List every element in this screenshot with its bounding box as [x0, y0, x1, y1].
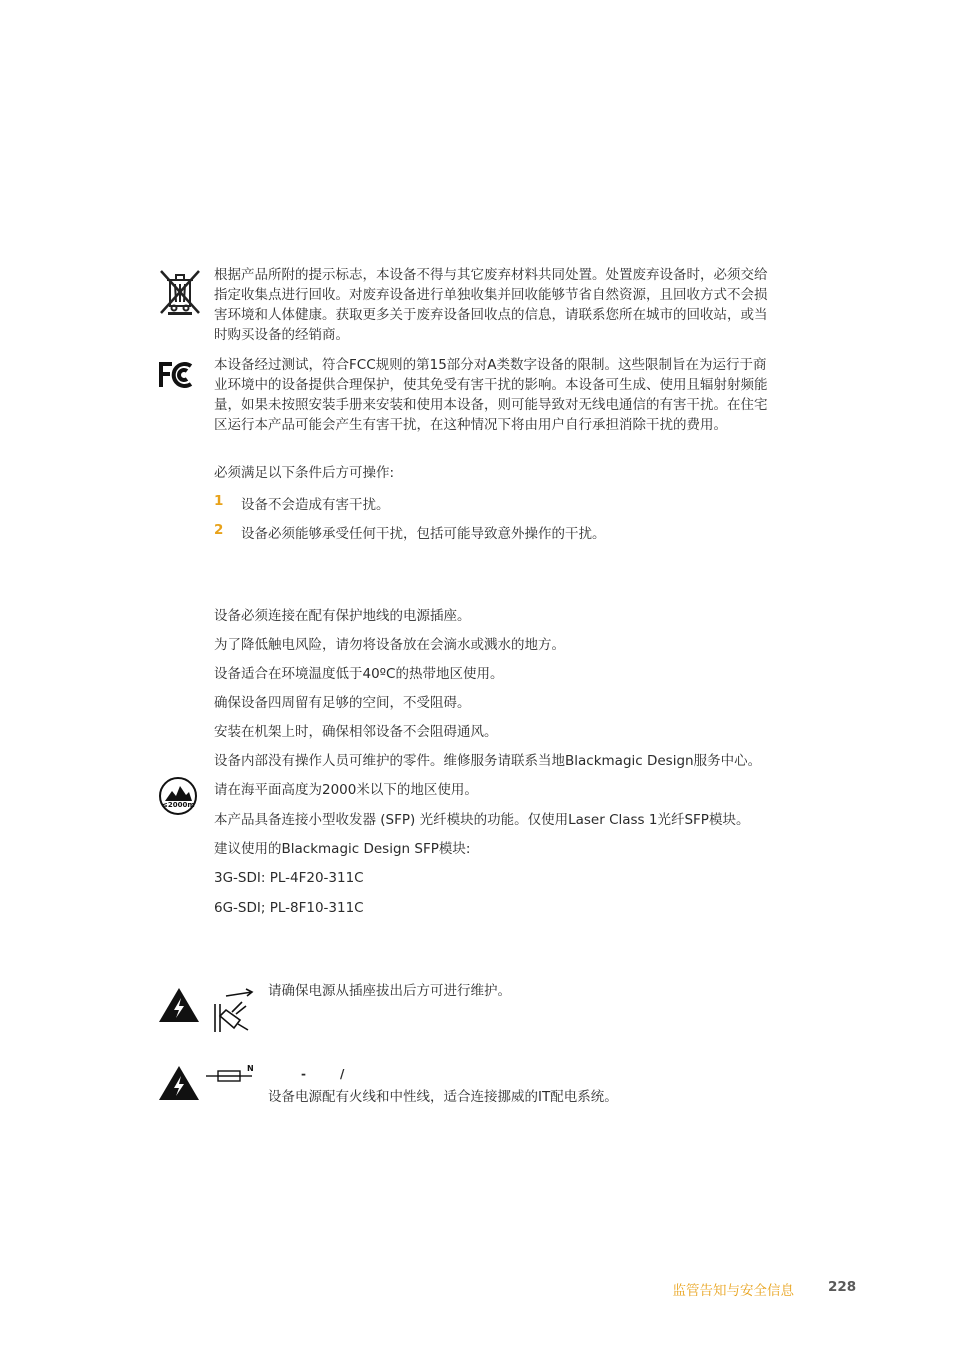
safety-line-sfp: 本产品具备连接小型收发器 (SFP) 光纤模块的功能。仅使用Laser Class 1光纤SFP模块。 [214, 812, 750, 828]
electric-warning-icon [158, 986, 200, 1024]
weee-disposal-text: 根据产品所附的提示标志，本设备不得与其它废弃材料共同处置。处置废弃设备时，必须交给指定收集点进行回收。对废弃设备进行单独收集并回收能够节省自然资源，且回收方式不会损害环境和人体健康。获取更多关于废弃设备回收点的信息，请联系您所在城市的回收站，或当时购买设备的经销商。 [214, 267, 768, 343]
power-heading-dash: - [301, 1067, 306, 1081]
maintenance-text: 请确保电源从插座拔出后方可进行维护。 [268, 983, 511, 999]
power-it-system-text: 设备电源配有火线和中性线，适合连接挪威的IT配电系统。 [268, 1089, 618, 1105]
safety-line-clearance: 确保设备四周留有足够的空间，不受阻碍。 [214, 695, 471, 711]
fcc-conditions-intro: 必须满足以下条件后方可操作: [214, 465, 395, 481]
footer-page-number: 228 [828, 1279, 857, 1295]
altitude-limit-icon [158, 776, 198, 816]
condition-number-2: 2 [214, 522, 224, 538]
safety-line-water: 为了降低触电风险，请勿将设备放在会滴水或溅水的地方。 [214, 637, 565, 653]
safety-line-6g-sdi: 6G-SDI; PL-8F10-311C [214, 900, 364, 916]
weee-crossed-bin-icon [158, 268, 202, 316]
safety-line-sfp-recommended: 建议使用的Blackmagic Design SFP模块: [214, 841, 471, 857]
neutral-fuse-label: N [247, 1064, 254, 1073]
footer-section-title: 监管告知与安全信息 [672, 1283, 794, 1299]
safety-line-rack: 安装在机架上时，确保相邻设备不会阻碍通风。 [214, 724, 498, 740]
safety-line-ground: 设备必须连接在配有保护地线的电源插座。 [214, 608, 471, 624]
condition-text-2: 设备必须能够承受任何干扰，包括可能导致意外操作的干扰。 [241, 526, 606, 542]
safety-line-altitude: 请在海平面高度为2000米以下的地区使用。 [214, 782, 478, 798]
electric-warning-icon-2 [158, 1064, 200, 1102]
neutral-fuse-icon [206, 1066, 256, 1084]
power-heading-slash: / [340, 1067, 345, 1081]
fcc-logo-icon [157, 360, 195, 390]
safety-line-3g-sdi: 3G-SDI: PL-4F20-311C [214, 870, 364, 886]
safety-line-temperature: 设备适合在环境温度低于40ºC的热带地区使用。 [214, 666, 504, 682]
condition-number-1: 1 [214, 493, 224, 509]
safety-line-service: 设备内部没有操作人员可维护的零件。维修服务请联系当地Blackmagic Design服务中心。 [214, 753, 762, 769]
altitude-limit-label: ≤2000m [162, 801, 195, 809]
condition-text-1: 设备不会造成有害干扰。 [241, 497, 390, 513]
fcc-statement-text: 本设备经过测试，符合FCC规则的第15部分对A类数字设备的限制。这些限制旨在为运行于商业环境中的设备提供合理保护，使其免受有害干扰的影响。本设备可生成、使用且辐射射频能量，如果未按照安装手册来安装和使用本设备，则可能导致对无线电通信的有害干扰。在住宅区运行本产品可能会产生有害干扰，在这种情况下将由用户自行承担消除干扰的费用。 [214, 357, 768, 433]
unplug-power-icon [212, 988, 256, 1034]
